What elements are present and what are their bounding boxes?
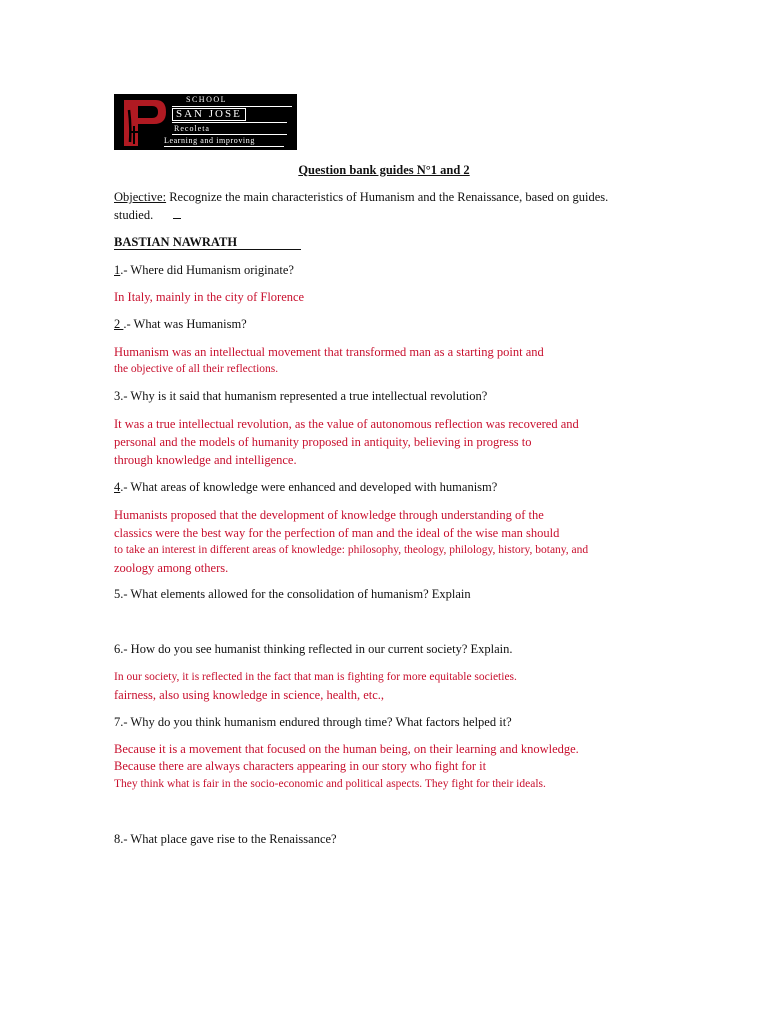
- logo-divider: [172, 122, 287, 123]
- student-name: BASTIAN NAWRATH: [114, 235, 301, 250]
- answer-6-line-2: fairness, also using knowledge in science, health, etc.,: [114, 688, 385, 702]
- objective-line-2: [114, 207, 181, 223]
- answer-6-line-1: In our society, it is reflected in the fact that man is fighting for more equitable societies.: [114, 671, 517, 683]
- answer-1: In Italy, mainly in the city of Florence: [114, 290, 305, 304]
- document-title: Question bank guides N°1 and 2: [298, 163, 470, 177]
- logo-place-text: Recoleta: [174, 124, 210, 133]
- logo-school-text: SCHOOL: [186, 95, 228, 104]
- answer-3-line-2: personal and the models of humanity proposed in antiquity, believing in progress to: [114, 435, 532, 449]
- answer-4-line-4: zoology among others.: [114, 561, 229, 575]
- question-number: 2: [114, 317, 124, 331]
- question-2: [114, 316, 247, 332]
- question-text: .- Where did Humanism originate?: [120, 263, 294, 277]
- logo-divider: [172, 106, 292, 107]
- question-3: 3.- Why is it said that humanism represented a true intellectual revolution?: [114, 389, 488, 403]
- logo-divider: [164, 146, 284, 147]
- answer-2-line-1: Humanism was an intellectual movement that transformed man as a starting point and: [114, 345, 544, 359]
- answer-7-line-3: They think what is fair in the socio-economic and political aspects. They fight for their ideals.: [114, 778, 546, 790]
- logo-divider: [172, 134, 287, 135]
- answer-7-line-2: Because there are always characters appearing in our story who fight for it: [114, 759, 487, 773]
- objective-line: [114, 189, 608, 205]
- question-6: 6.- How do you see humanist thinking reflected in our current society? Explain.: [114, 642, 513, 656]
- answer-4-line-3: to take an interest in different areas of knowledge: philosophy, theology, philology, history, botany, and: [114, 544, 589, 556]
- objective-text: Recognize the main characteristics of Humanism and the Renaissance, based on guides.: [166, 190, 609, 204]
- question-4: [114, 479, 497, 495]
- question-7: 7.- Why do you think humanism endured through time? What factors helped it?: [114, 715, 512, 729]
- answer-4-line-1: Humanists proposed that the development of knowledge through understanding of the: [114, 508, 544, 522]
- answer-3-line-3: through knowledge and intelligence.: [114, 453, 297, 467]
- question-8: 8.- What place gave rise to the Renaissance?: [114, 832, 337, 846]
- question-1: [114, 262, 294, 278]
- answer-2-line-2: the objective of all their reflections.: [114, 363, 279, 375]
- answer-3-line-1: It was a true intellectual revolution, as the value of autonomous reflection was recovered and: [114, 417, 579, 431]
- objective-text-2: studied.: [114, 208, 154, 222]
- logo-motto-text: Learning and improving: [164, 136, 255, 145]
- school-emblem-icon: [118, 96, 168, 148]
- question-text: .- What areas of knowledge were enhanced and developed with humanism?: [120, 480, 498, 494]
- logo-name-text: SAN JOSE: [172, 108, 246, 121]
- question-text: .- What was Humanism?: [123, 317, 247, 331]
- question-number: 1: [114, 263, 121, 277]
- objective-label: Objective:: [114, 190, 167, 204]
- objective-blank: [173, 208, 181, 219]
- question-5: 5.- What elements allowed for the consolidation of humanism? Explain: [114, 587, 471, 601]
- answer-7-line-1: Because it is a movement that focused on the human being, on their learning and knowledge.: [114, 742, 579, 756]
- question-number: 4: [114, 480, 121, 494]
- school-logo: [114, 94, 297, 150]
- answer-4-line-2: classics were the best way for the perfection of man and the ideal of the wise man should: [114, 526, 560, 540]
